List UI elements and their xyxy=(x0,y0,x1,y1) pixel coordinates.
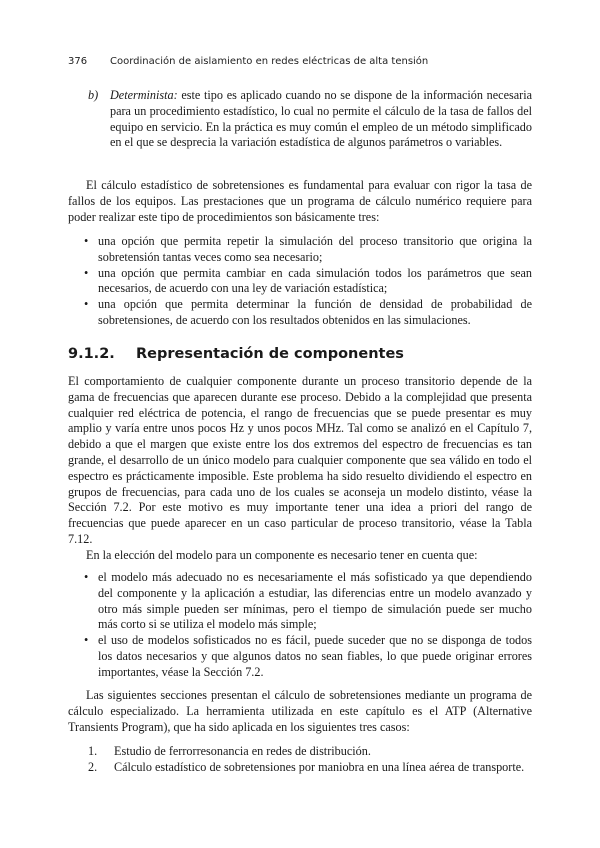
bullet-icon: • xyxy=(84,234,89,248)
list-item-text: una opción que permita determinar la función de densidad de probabilidad de sobretensiones, de acuerdo con los resultados obtenidos en las simulaciones. xyxy=(98,297,532,327)
list-item-b xyxy=(88,88,532,151)
list-item xyxy=(86,633,532,680)
list-item xyxy=(68,744,532,760)
paragraph-text: En la elección del modelo para un componente es necesario tener en cuenta que: xyxy=(86,547,478,562)
paragraph-2 xyxy=(68,374,532,564)
running-head-title: Coordinación de aislamiento en redes eléctricas de alta tensión xyxy=(110,56,429,67)
page-number: 376 xyxy=(68,56,88,67)
list-item xyxy=(86,266,532,298)
bullet-icon: • xyxy=(84,633,89,648)
paragraph-text: Las siguientes secciones presentan el cálculo de sobretensiones mediante un programa de cálculo especializado. La herramienta utilizada en este capítulo es el ATP (Alternative Transients Program), que ha sido aplicada en los siguientes tres casos: xyxy=(68,688,532,734)
list-item xyxy=(86,234,532,266)
list-item-text: el modelo más adecuado no es necesariamente el más sofisticado ya que dependiendo del componente y la aplicación a estudiar, las diferencias entre un modelo avanzado y otro más simple pueden ser mínimas, pero el tiempo de simulación puede ser mucho más corto si se utiliza el modelo más simple; xyxy=(98,570,532,632)
list-item-text: una opción que permita repetir la simulación del proceso transitorio que origina la sobretensión tantas veces como sea necesario; xyxy=(98,234,532,264)
bullet-icon: • xyxy=(84,297,89,312)
bullet-list-2 xyxy=(68,570,532,681)
paragraph-text: El comportamiento de cualquier componente durante un proceso transitorio depende de la gama de frecuencias que aparecen durante ese proceso. Debido a la complejidad que presenta cualquier red eléctrica de potencia, el rango de frecuencias que se puede presentar es muy amplio y varía entre unos pocos Hz y unos pocos MHz. Tal como se analizó en el Capítulo 7, debido a que el margen que existe entre los dos extremos del espectro de frecuencias es tan grande, el desarrollo de un único modelo para cualquier componente que sea válido en todo el espectro es prácticamente imposible. Este problema ha sido resuelto dividiendo el espectro en grupos de frecuencias, para cada uno de los cuales se aconseja un modelo distinto, véase la Sección 7.2. Por este motivo es muy importante tener una idea a priori del rango de frecuencias que puede aparecer en un caso particular de proceso transitorio, véase la Tabla 7.12. xyxy=(68,374,532,546)
section-number: 9.1.2. xyxy=(68,346,115,362)
list-item-text xyxy=(88,88,532,151)
paragraph-4 xyxy=(68,688,532,735)
bullet-icon: • xyxy=(84,265,89,280)
paragraph-1 xyxy=(68,178,532,225)
list-item xyxy=(86,297,532,329)
term-determinista: Determinista: xyxy=(110,88,178,102)
section-heading xyxy=(68,346,538,362)
list-item xyxy=(86,570,532,633)
numbered-list xyxy=(68,744,532,776)
bullet-icon: • xyxy=(84,570,89,584)
term-definition: este tipo es aplicado cuando no se dispone de la información necesaria para un procedimiento estadístico, lo cual no permite el cálculo de la tasa de fallos del equipo en servicio. En la práctica es muy común el empleo de un método simplificado en el que se desprecia la variación estadística de algunos parámetros o variables. xyxy=(110,88,532,150)
list-item-number: 2. xyxy=(88,759,98,774)
list-item-text: Estudio de ferrorresonancia en redes de distribución. xyxy=(114,744,371,758)
list-item-text: Cálculo estadístico de sobretensiones por maniobra en una línea aérea de transporte. xyxy=(114,759,525,774)
list-item-text: una opción que permita cambiar en cada simulación todos los parámetros que sean necesarios, de acuerdo con una ley de variación estadística; xyxy=(98,265,532,296)
running-head xyxy=(68,56,540,67)
list-item-number: 1. xyxy=(88,744,98,758)
list-item-text: el uso de modelos sofisticados no es fácil, puede suceder que no se disponga de todos los datos necesarios y que algunos datos no sean fiables, lo que puede originar errores importantes, véase la Sección 7.2. xyxy=(98,633,532,679)
paragraph-text: El cálculo estadístico de sobretensiones es fundamental para evaluar con rigor la tasa de fallos de los equipos. Las prestaciones que un programa de cálculo numérico requiere para poder realizar este tipo de procedimientos son básicamente tres: xyxy=(68,178,532,224)
list-item-label: b) xyxy=(88,88,99,102)
bullet-list-1 xyxy=(68,234,532,329)
section-title: Representación de componentes xyxy=(136,346,404,362)
list-item xyxy=(68,760,532,776)
